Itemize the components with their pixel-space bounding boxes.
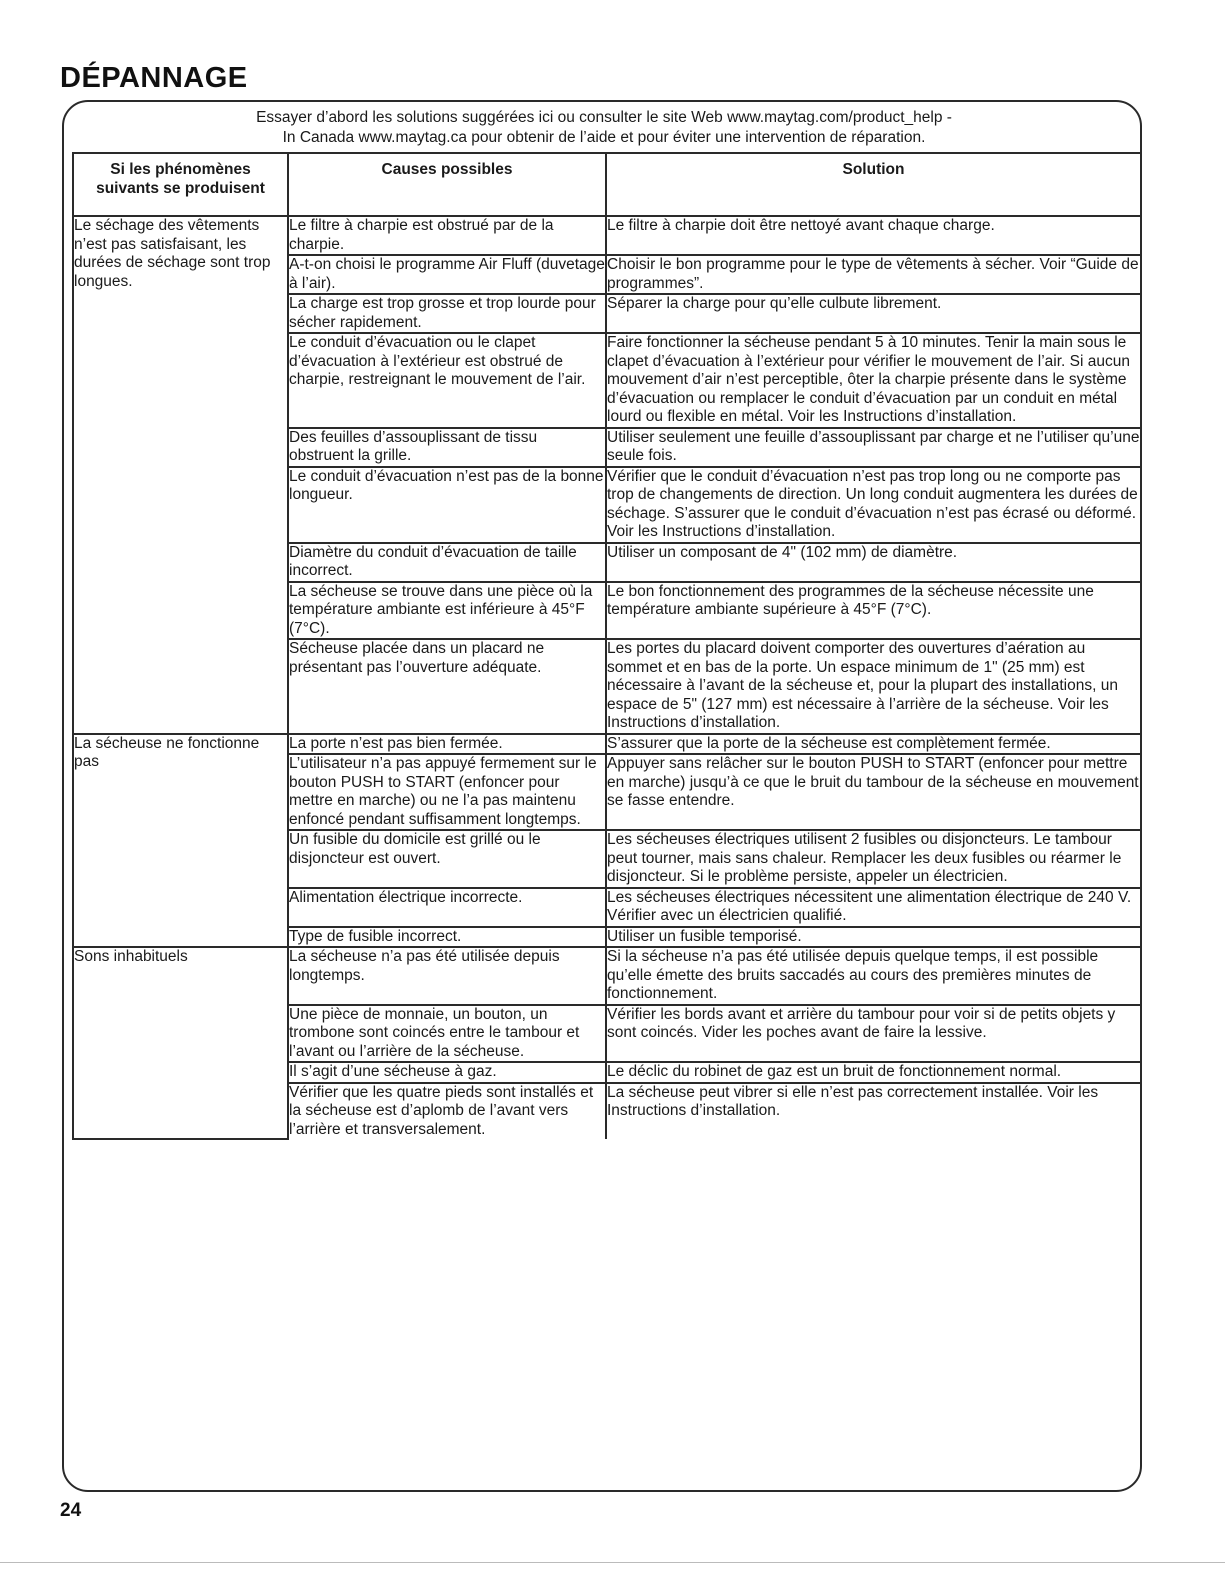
cause-cell: Le filtre à charpie est obstrué par de la charpie.: [288, 216, 606, 255]
footer-rule: [0, 1562, 1225, 1563]
table-row: [73, 947, 1141, 1005]
cause-cell: Le conduit d’évacuation ou le clapet d’évacuation à l’extérieur est obstrué de charpie, restreignant le mouvement de l’air.: [288, 333, 606, 428]
symptom-cell: La sécheuse ne fonctionne pas: [73, 734, 288, 948]
solution-cell: Le bon fonctionnement des programmes de la sécheuse nécessite une température ambiante supérieure à 45°F (7°C).: [606, 582, 1141, 640]
intro-text: [70, 108, 1138, 148]
solution-cell: Choisir le bon programme pour le type de vêtements à sécher. Voir “Guide de programmes”.: [606, 255, 1141, 294]
cause-cell: Type de fusible incorrect.: [288, 927, 606, 948]
solution-cell: Vérifier les bords avant et arrière du tambour pour voir si de petits objets y sont coincés. Vider les poches avant de faire la lessive.: [606, 1005, 1141, 1063]
solution-cell: Le filtre à charpie doit être nettoyé avant chaque charge.: [606, 216, 1141, 255]
solution-cell: Utiliser seulement une feuille d’assouplissant par charge et ne l’utiliser qu’une seule fois.: [606, 428, 1141, 467]
header-solution: Solution: [606, 153, 1141, 216]
cause-cell: Vérifier que les quatre pieds sont installés et la sécheuse est d’aplomb de l’avant vers l’arrière et transversalement.: [288, 1083, 606, 1140]
solution-cell: Séparer la charge pour qu’elle culbute librement.: [606, 294, 1141, 333]
cause-cell: La sécheuse se trouve dans une pièce où la température ambiante est inférieure à 45°F (7°C).: [288, 582, 606, 640]
solution-cell: Les sécheuses électriques nécessitent une alimentation électrique de 240 V. Vérifier avec un électricien qualifié.: [606, 888, 1141, 927]
header-cause: Causes possibles: [288, 153, 606, 216]
solution-cell: Si la sécheuse n’a pas été utilisée depuis quelque temps, il est possible qu’elle émette des bruits saccadés au cours des premières minutes de fonctionnement.: [606, 947, 1141, 1005]
troubleshooting-table: [72, 152, 1142, 1140]
solution-cell: Le déclic du robinet de gaz est un bruit de fonctionnement normal.: [606, 1062, 1141, 1083]
page-number: 24: [60, 1500, 82, 1521]
intro-line: In Canada www.maytag.ca pour obtenir de l’aide et pour éviter une intervention de réparation.: [282, 129, 926, 146]
solution-cell: Utiliser un composant de 4" (102 mm) de diamètre.: [606, 543, 1141, 582]
cause-cell: Il s’agit d’une sécheuse à gaz.: [288, 1062, 606, 1083]
intro-line: Essayer d’abord les solutions suggérées ici ou consulter le site Web www.maytag.com/product_help -: [256, 109, 952, 126]
cause-cell: Alimentation électrique incorrecte.: [288, 888, 606, 927]
table-row: [73, 216, 1141, 255]
solution-cell: La sécheuse peut vibrer si elle n’est pas correctement installée. Voir les Instructions d’installation.: [606, 1083, 1141, 1140]
symptom-cell: Le séchage des vêtements n’est pas satisfaisant, les durées de séchage sont trop longues.: [73, 216, 288, 734]
cause-cell: La sécheuse n’a pas été utilisée depuis longtemps.: [288, 947, 606, 1005]
cause-cell: A-t-on choisi le programme Air Fluff (duvetage à l’air).: [288, 255, 606, 294]
solution-cell: Appuyer sans relâcher sur le bouton PUSH to START (enfoncer pour mettre en marche) jusqu’à ce que le bruit du tambour de la sécheuse en mouvement se fasse entendre.: [606, 754, 1141, 830]
page-title: DÉPANNAGE: [60, 62, 248, 94]
cause-cell: Sécheuse placée dans un placard ne présentant pas l’ouverture adéquate.: [288, 639, 606, 734]
cause-cell: L’utilisateur n’a pas appuyé fermement sur le bouton PUSH to START (enfoncer pour mettre en marche) ou ne l’a pas maintenu enfoncé pendant suffisamment longtemps.: [288, 754, 606, 830]
cause-cell: Une pièce de monnaie, un bouton, un trombone sont coincés entre le tambour et l’avant ou l’arrière de la sécheuse.: [288, 1005, 606, 1063]
solution-cell: S’assurer que la porte de la sécheuse est complètement fermée.: [606, 734, 1141, 755]
solution-cell: Faire fonctionner la sécheuse pendant 5 à 10 minutes. Tenir la main sous le clapet d’évacuation à l’extérieur pour vérifier le mouvement de l’air. Si aucun mouvement d’air n’est perceptible, ôter la charpie présente dans le système d’évacuation ou remplacer le conduit d’évacuation par un conduit en métal lourd ou flexible en métal. Voir les Instructions d’installation.: [606, 333, 1141, 428]
cause-cell: Diamètre du conduit d’évacuation de taille incorrect.: [288, 543, 606, 582]
table-row: [73, 734, 1141, 755]
cause-cell: La charge est trop grosse et trop lourde pour sécher rapidement.: [288, 294, 606, 333]
cause-cell: Des feuilles d’assouplissant de tissu obstruent la grille.: [288, 428, 606, 467]
header-symptom: Si les phénomènes suivants se produisent: [73, 153, 288, 216]
solution-cell: Les portes du placard doivent comporter des ouvertures d’aération au sommet et en bas de la porte. Un espace minimum de 1" (25 mm) est nécessaire à l’avant de la sécheuse et, pour la plupart des installations, un espace de 5" (127 mm) est nécessaire à l’arrière de la sécheuse. Voir les Instructions d’installation.: [606, 639, 1141, 734]
solution-cell: Vérifier que le conduit d’évacuation n’est pas trop long ou ne comporte pas trop de changements de direction. Un long conduit augmentera les durées de séchage. S’assurer que le conduit d’évacuation n’est pas écrasé ou déformé. Voir les Instructions d’installation.: [606, 467, 1141, 543]
cause-cell: Un fusible du domicile est grillé ou le disjoncteur est ouvert.: [288, 830, 606, 888]
cause-cell: La porte n’est pas bien fermée.: [288, 734, 606, 755]
solution-cell: Utiliser un fusible temporisé.: [606, 927, 1141, 948]
table-header-row: [73, 153, 1141, 216]
cause-cell: Le conduit d’évacuation n’est pas de la bonne longueur.: [288, 467, 606, 543]
symptom-cell: Sons inhabituels: [73, 947, 288, 1139]
solution-cell: Les sécheuses électriques utilisent 2 fusibles ou disjoncteurs. Le tambour peut tourner, mais sans chaleur. Remplacer les deux fusibles ou réarmer le disjoncteur. Si le problème persiste, appeler un électricien.: [606, 830, 1141, 888]
